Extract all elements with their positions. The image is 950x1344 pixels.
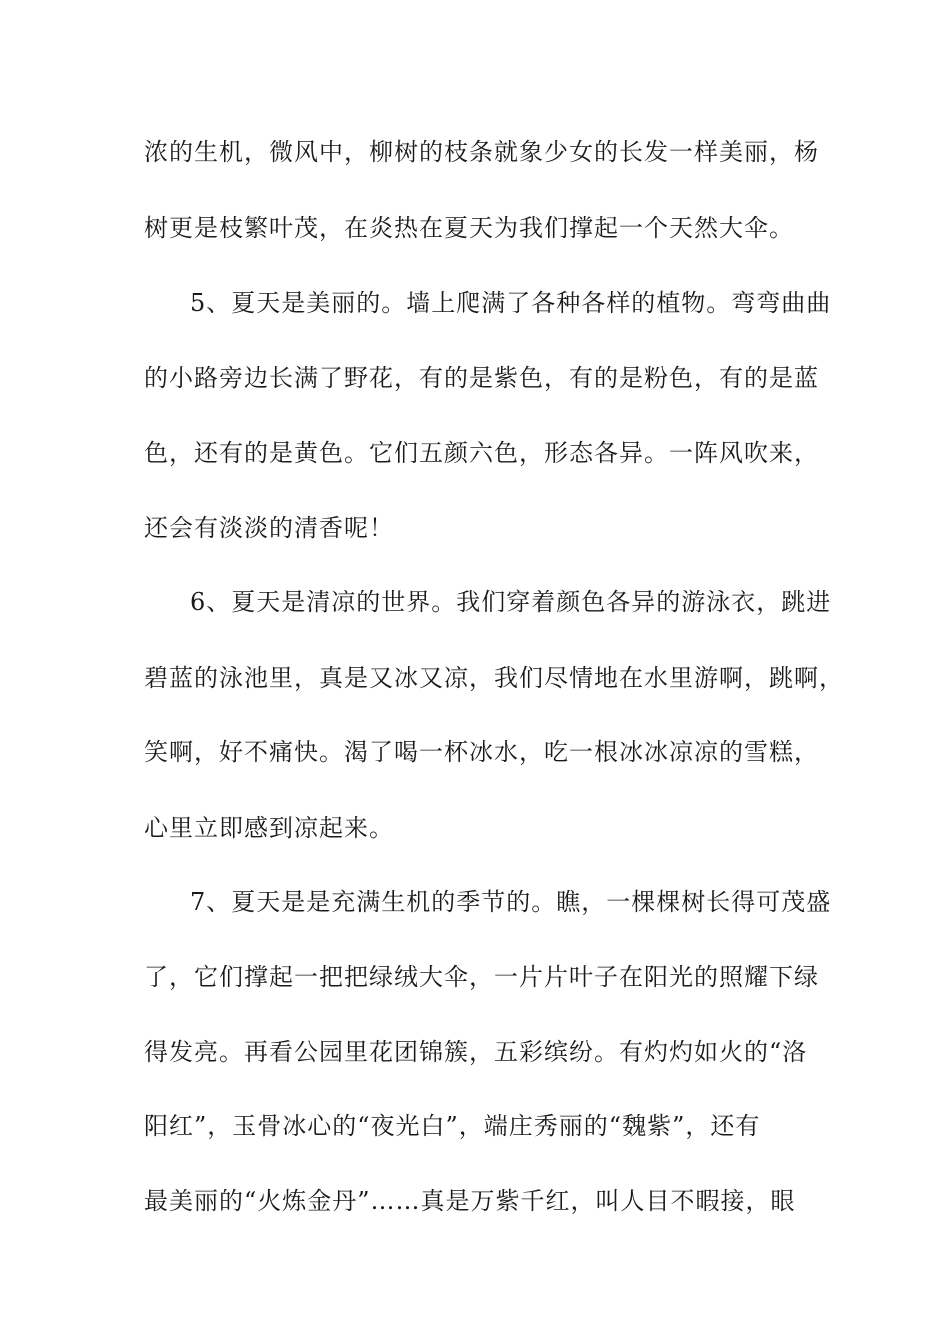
text-line-8: 碧蓝的泳池里，真是又冰又凉，我们尽情地在水里游啊，跳啊， xyxy=(144,664,844,692)
paragraph-7-first-line: 7、夏天是是充满生机的季节的。瞧，一棵棵树长得可茂盛 xyxy=(190,888,832,916)
text-line-2: 树更是枝繁叶茂，在炎热在夏天为我们撑起一个天然大伞。 xyxy=(144,214,794,242)
text-line-9: 笑啊，好不痛快。渴了喝一杯冰水，吃一根冰冰凉凉的雪糕， xyxy=(144,738,819,766)
text-line-10: 心里立即感到凉起来。 xyxy=(144,814,394,842)
paragraph-6-first-line: 6、夏天是清凉的世界。我们穿着颜色各异的游泳衣，跳进 xyxy=(190,588,832,616)
text-line-12: 了，它们撑起一把把绿绒大伞，一片片叶子在阳光的照耀下绿 xyxy=(144,963,819,991)
paragraph-5-first-line: 5、夏天是美丽的。墙上爬满了各种各样的植物。弯弯曲曲 xyxy=(190,289,832,317)
text-line-13: 得发亮。再看公园里花团锦簇，五彩缤纷。有灼灼如火的“洛 xyxy=(144,1038,808,1066)
text-line-6: 还会有淡淡的清香呢！ xyxy=(144,514,394,542)
text-line-5: 色，还有的是黄色。它们五颜六色，形态各异。一阵风吹来， xyxy=(144,439,819,467)
text-line-15: 最美丽的“火炼金丹”……真是万紫千红，叫人目不暇接，眼 xyxy=(144,1187,796,1215)
text-line-1: 浓的生机，微风中，柳树的枝条就象少女的长发一样美丽，杨 xyxy=(144,138,819,166)
text-line-4: 的小路旁边长满了野花，有的是紫色，有的是粉色，有的是蓝 xyxy=(144,364,819,392)
text-line-14: 阳红”，玉骨冰心的“夜光白”，端庄秀丽的“魏紫”，还有 xyxy=(144,1112,761,1140)
